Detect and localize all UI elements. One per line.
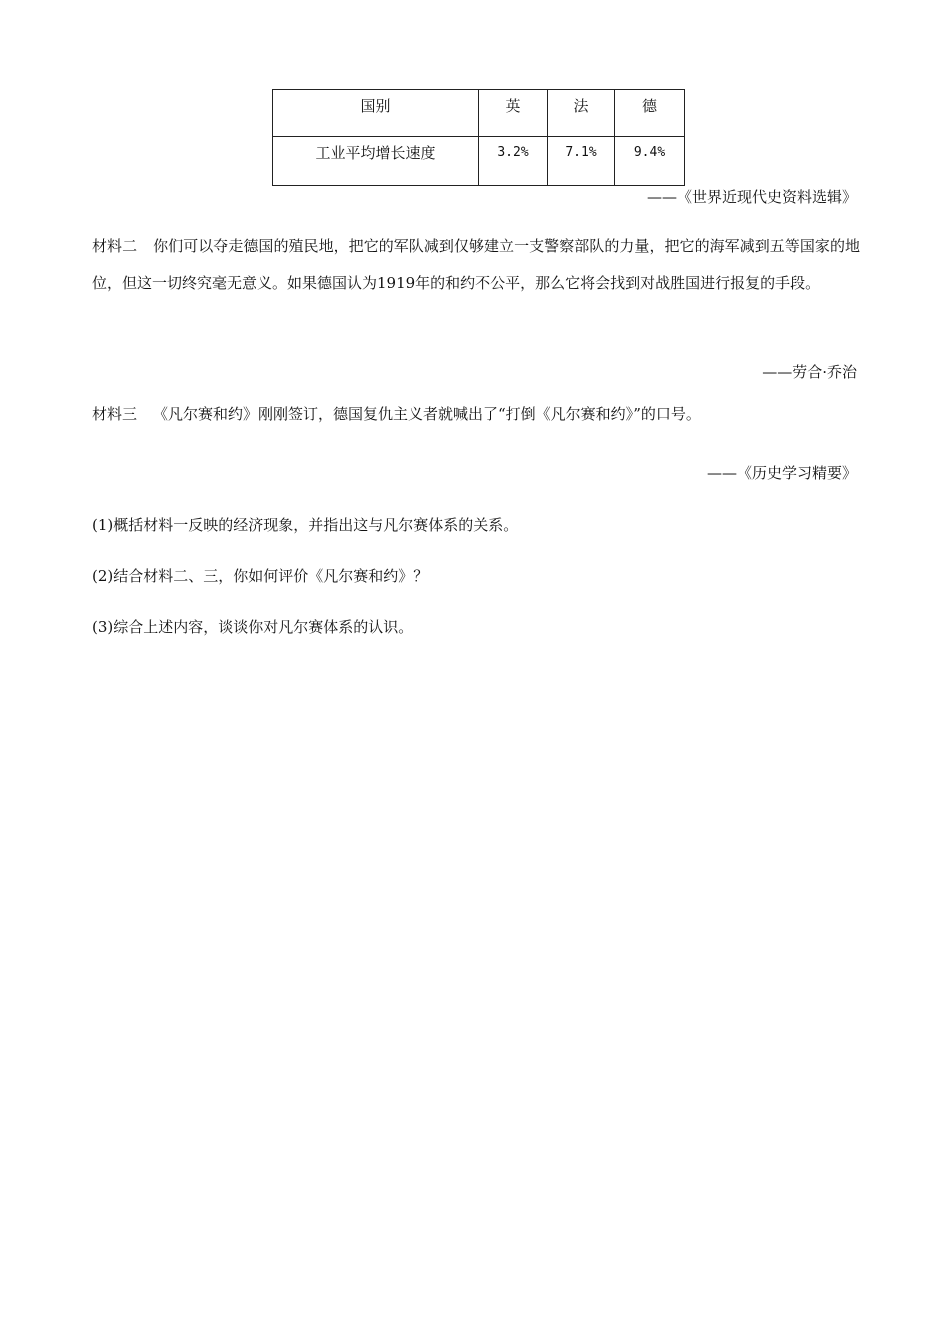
material-three-text: 《凡尔赛和约》刚刚签订，德国复仇主义者就喊出了“打倒《凡尔赛和约》”的口号。	[153, 405, 701, 423]
growth-table	[272, 89, 685, 186]
table-cell: 3.2%	[479, 137, 548, 186]
table-header-cell: 德	[615, 90, 685, 137]
material-three-label: 材料三	[92, 405, 138, 423]
table-header-cell: 国别	[273, 90, 479, 137]
table-cell: 7.1%	[548, 137, 615, 186]
material-two	[92, 228, 860, 302]
material-three	[92, 404, 860, 424]
source-citation-1: ——《世界近现代史资料选辑》	[646, 188, 857, 206]
table-cell: 9.4%	[615, 137, 685, 186]
question-3: (3)综合上述内容，谈谈你对凡尔赛体系的认识。	[92, 618, 414, 636]
source-citation-3: ——《历史学习精要》	[706, 464, 857, 482]
table-cell: 工业平均增长速度	[273, 137, 479, 186]
question-1: (1)概括材料一反映的经济现象，并指出这与凡尔赛体系的关系。	[92, 516, 519, 534]
question-2: (2)结合材料二、三，你如何评价《凡尔赛和约》？	[92, 567, 429, 585]
table-row	[273, 137, 685, 186]
material-two-label: 材料二	[92, 237, 138, 255]
table-header-cell: 英	[479, 90, 548, 137]
table-header-row	[273, 90, 685, 137]
table-header-cell: 法	[548, 90, 615, 137]
source-citation-2: ——劳合·乔治	[762, 363, 857, 381]
material-two-text: 你们可以夺走德国的殖民地，把它的军队减到仅够建立一支警察部队的力量，把它的海军减到五等国家的地位，但这一切终究毫无意义。如果德国认为1919年的和约不公平，那么它将会找到对战胜国进行报复的手段。	[92, 237, 860, 292]
